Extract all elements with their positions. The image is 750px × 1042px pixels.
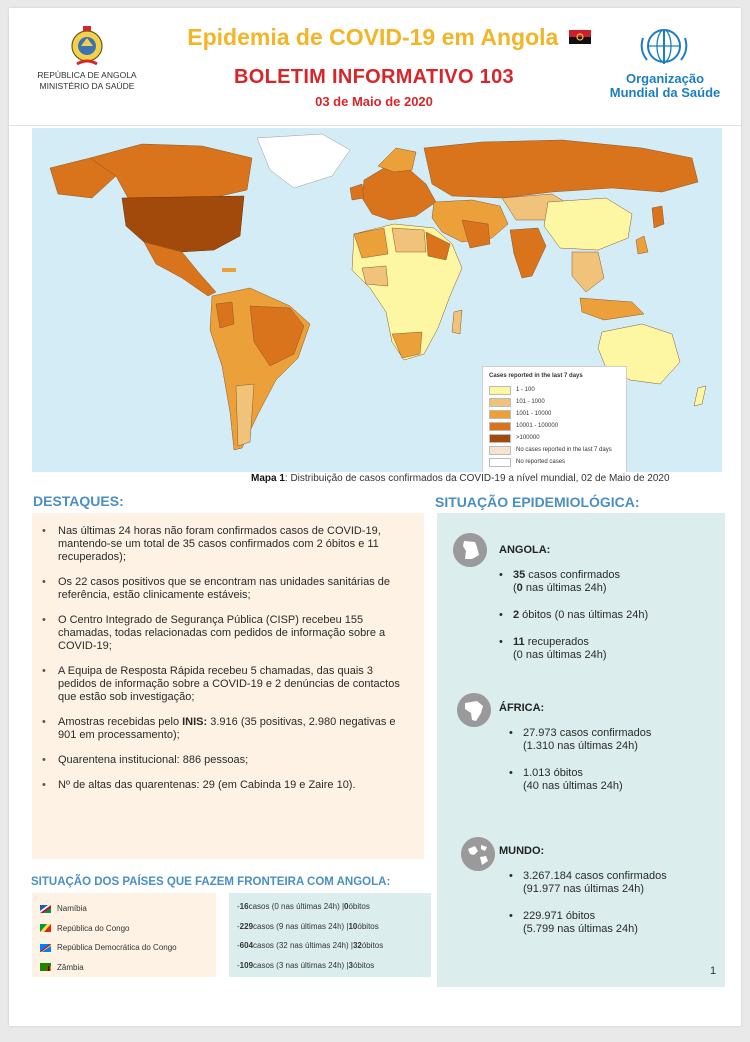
angola-confirmed-value: 35	[513, 569, 526, 581]
who-name	[609, 72, 721, 100]
highlight-text: Os 22 casos positivos que se encontram nas unidades sanitárias de referência, estão clinicamente estáveis;	[58, 576, 391, 601]
angola-confirmed-24h: 0	[516, 582, 523, 594]
legend-label: 101 - 1000	[516, 399, 545, 405]
world-stats	[509, 870, 717, 950]
world-confirmed-24h: (91.977 nas últimas 24h)	[523, 883, 645, 895]
highlight-text: Nas últimas 24 horas não foram confirmados casos de COVID-19, mantendo-se um total de 35 casos confirmados com 2 óbitos e 11 recuperados);	[58, 525, 381, 563]
bulletin-page	[9, 8, 741, 1026]
legend-label: >100000	[516, 435, 540, 441]
legend-title: Cases reported in the last 7 days	[489, 373, 583, 379]
page-number: 1	[710, 965, 717, 977]
highlight-text: O Centro Integrado de Segurança Pública (CISP) recebeu 155 chamadas, todas relacionadas com pedidos de informação sobre a COVID-19;	[58, 614, 386, 652]
congo-flag-icon	[40, 924, 51, 932]
legend-swatch	[489, 422, 511, 431]
angola-flag-icon	[569, 30, 591, 44]
legend-label: No reported cases	[516, 459, 566, 465]
epi-situation-panel	[437, 513, 725, 987]
africa-deaths-24h: (40 nas últimas 24h)	[523, 780, 623, 792]
angola-title: ANGOLA:	[499, 544, 551, 556]
zambia-flag-icon	[40, 963, 51, 971]
epi-situation-title: SITUAÇÃO EPIDEMIOLÓGICA:	[435, 494, 640, 510]
border-deaths-label: óbitos	[348, 902, 370, 912]
map-caption-label: Mapa 1	[251, 473, 285, 484]
highlight-item	[40, 665, 412, 704]
angola-recovered-value: 11	[513, 636, 525, 648]
angola-confirmed-paren: (	[513, 582, 517, 594]
country-line: REPÚBLICA DE ANGOLA	[37, 70, 137, 80]
legend-swatch	[489, 434, 511, 443]
africa-confirmed-value: 27.973 casos confirmados	[523, 727, 652, 739]
legend-item	[489, 396, 620, 408]
legend-label: 1 - 100	[516, 387, 535, 393]
page-title	[179, 24, 599, 51]
border-country-row	[40, 919, 212, 939]
angola-deaths-value: 2	[513, 609, 520, 621]
highlight-item	[40, 754, 412, 767]
legend-item	[489, 420, 620, 432]
border-countries-title: SITUAÇÃO DOS PAÍSES QUE FAZEM FRONTEIRA COM ANGOLA:	[31, 876, 391, 888]
legend-item	[489, 456, 620, 468]
border-deaths-value: 0	[344, 902, 349, 912]
border-cases-label: casos (32 nas últimas 24h) |	[253, 941, 353, 951]
border-cases-label: casos (9 nas últimas 24h) |	[253, 921, 349, 931]
border-cases-label: casos (0 nas últimas 24h) |	[248, 902, 345, 912]
highlight-item	[40, 716, 412, 742]
africa-map-icon	[457, 693, 491, 727]
angola-recovered	[499, 636, 713, 662]
africa-deaths	[509, 767, 713, 793]
header	[9, 8, 741, 126]
highlight-item	[40, 525, 412, 564]
angola-deaths-label: óbitos (0 nas últimas 24h)	[519, 609, 649, 621]
legend-label: No cases reported in the last 7 days	[516, 447, 612, 453]
africa-stats	[509, 727, 713, 807]
ministry-name	[27, 70, 147, 92]
drc-flag-icon	[40, 944, 51, 952]
border-countries-stats	[229, 893, 431, 977]
namibia-flag-icon	[40, 905, 51, 913]
world-deaths-value: 229.971 óbitos	[523, 910, 596, 922]
bulletin-number: BOLETIM INFORMATIVO 103	[234, 66, 514, 88]
highlights-title: DESTAQUES:	[33, 493, 124, 509]
angola-confirmed	[499, 569, 713, 595]
legend-item	[489, 384, 620, 396]
globe-icon	[461, 837, 495, 871]
africa-confirmed	[509, 727, 713, 753]
border-country-stat: - 109 casos (3 nas últimas 24h) | 3 óbitos	[237, 960, 375, 970]
world-title: MUNDO:	[499, 845, 545, 857]
africa-confirmed-24h: (1.310 nas últimas 24h)	[523, 740, 638, 752]
highlight-text: Quarentena institucional: 886 pessoas;	[58, 754, 249, 766]
border-country-stat: - 604 casos (32 nas últimas 24h) | 32 óbitos	[237, 941, 384, 951]
legend-label: 1001 - 10000	[516, 411, 552, 417]
border-cases-label: casos (3 nas últimas 24h) |	[253, 960, 349, 970]
angola-confirmed-label: casos confirmados	[525, 569, 621, 581]
world-confirmed	[509, 870, 717, 896]
border-deaths-label: óbitos	[352, 960, 375, 970]
border-deaths-value: 32	[352, 941, 362, 951]
border-country-row	[40, 899, 212, 919]
world-deaths-24h: (5.799 nas últimas 24h)	[523, 923, 638, 935]
who-name-line1: Organização	[625, 71, 705, 86]
border-country-name: Zâmbia	[57, 962, 84, 972]
angola-deaths	[499, 609, 713, 622]
highlight-item	[40, 614, 412, 653]
border-cases-value: 109	[239, 960, 254, 970]
who-name-line2: Mundial da Saúde	[609, 85, 721, 100]
border-country-name: República Democrática do Congo	[57, 943, 177, 953]
legend-label: 10001 - 100000	[516, 423, 559, 429]
bulletin-date: 03 de Maio de 2020	[315, 94, 433, 109]
legend-swatch	[489, 398, 511, 407]
highlight-text: 3.916 (35 positivas, 2.980 negativas e 901 em processamento);	[58, 716, 396, 741]
angola-stats	[499, 569, 713, 676]
highlights-panel	[32, 513, 424, 859]
border-country-name: República do Congo	[57, 923, 130, 933]
highlight-text: Amostras recebidas pelo	[58, 716, 183, 728]
border-cases-value: 16	[239, 902, 249, 912]
border-deaths-value: 10	[348, 921, 358, 931]
legend-item	[489, 432, 620, 444]
highlight-item	[40, 576, 412, 602]
border-country-name: Namíbia	[57, 904, 87, 914]
border-deaths-value: 3	[348, 960, 353, 970]
highlight-text: A Equipa de Resposta Rápida recebeu 5 chamadas, das quais 3 pedidos de informação sobre a COVID-19 e 2 denúncias de contactos que estão sob investigação;	[58, 665, 400, 703]
page-title-text: Epidemia de COVID-19 em Angola	[187, 24, 559, 50]
highlight-item	[40, 779, 412, 792]
border-deaths-label: óbitos	[361, 941, 384, 951]
border-cases-value: 604	[239, 941, 254, 951]
border-country-stat: - 16 casos (0 nas últimas 24h) | 0 óbitos	[237, 902, 370, 912]
angola-confirmed-24h-label: nas últimas 24h)	[522, 582, 607, 594]
border-countries-list	[32, 893, 216, 977]
angola-recovered-label: recuperados	[524, 636, 589, 648]
legend-item	[489, 444, 620, 456]
highlight-bold: INIS:	[182, 716, 208, 728]
world-deaths	[509, 910, 717, 936]
africa-deaths-value: 1.013 óbitos	[523, 767, 583, 779]
border-country-row	[40, 938, 212, 958]
legend-item	[489, 408, 620, 420]
angola-recovered-24h: (0 nas últimas 24h)	[513, 649, 607, 661]
ministry-line: MINISTÉRIO DA SAÚDE	[39, 81, 135, 91]
map-legend	[482, 366, 627, 472]
africa-title: ÁFRICA:	[499, 702, 545, 714]
highlights-list	[40, 525, 412, 792]
border-country-stat: - 229 casos (9 nas últimas 24h) | 10 óbitos	[237, 921, 379, 931]
map-caption-text: : Distribuição de casos confirmados da COVID-19 a nível mundial, 02 de Maio de 2020	[284, 473, 670, 484]
angola-emblem-icon	[67, 24, 107, 72]
border-deaths-label: óbitos	[357, 921, 379, 931]
legend-swatch	[489, 386, 511, 395]
who-emblem-icon	[637, 26, 691, 70]
border-country-row	[40, 958, 212, 978]
world-confirmed-value: 3.267.184 casos confirmados	[523, 870, 667, 882]
legend-swatch	[489, 446, 511, 455]
angola-map-icon	[453, 533, 487, 567]
map-caption	[251, 473, 670, 484]
legend-swatch	[489, 410, 511, 419]
world-map	[32, 128, 722, 472]
legend-swatch	[489, 458, 511, 467]
border-cases-value: 229	[239, 921, 254, 931]
highlight-text: Nº de altas das quarentenas: 29 (em Cabinda 19 e Zaire 10).	[58, 779, 356, 791]
